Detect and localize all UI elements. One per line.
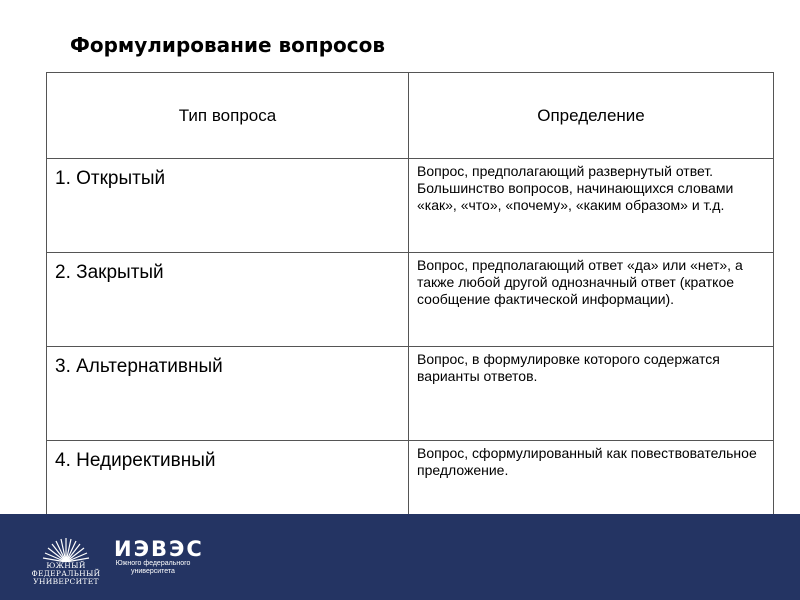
- logo1-line3: УНИВЕРСИТЕТ: [33, 577, 99, 586]
- university-logo: [26, 536, 106, 592]
- footer-bar: [0, 514, 800, 600]
- table-row: [47, 253, 774, 347]
- institute-logo: [114, 538, 204, 576]
- institute-name: ИЭВЭС: [114, 537, 204, 561]
- logo2-sub-line2: университета: [131, 568, 175, 575]
- logo2-sub-line1: Южного федерального: [115, 560, 191, 567]
- definition-cell: Вопрос, в формулировке которого содержатся варианты ответов.: [409, 347, 774, 441]
- question-type-cell: 3. Альтернативный: [47, 347, 409, 441]
- logo1-line1: ЮЖНЫЙ: [46, 561, 86, 570]
- sunburst-logo-icon: [36, 536, 96, 562]
- question-type-cell: 1. Открытый: [47, 159, 409, 253]
- definition-cell: Вопрос, предполагающий развернутый ответ. Большинство вопросов, начинающихся словами «как», «что», «почему», «каким образом» и т.д.: [409, 159, 774, 253]
- question-types-table: [46, 72, 774, 535]
- slide-title: Формулирование вопросов: [70, 33, 386, 57]
- university-logo-text: [26, 562, 106, 586]
- logo1-line2: ФЕДЕРАЛЬНЫЙ: [31, 569, 101, 578]
- table-header-row: [47, 73, 774, 159]
- institute-sub-text: [114, 560, 192, 576]
- definition-cell: Вопрос, предполагающий ответ «да» или «нет», а также любой другой однозначный ответ (краткое сообщение фактической информации).: [409, 253, 774, 347]
- question-type-cell: 4. Недирективный: [47, 441, 409, 535]
- table-row: [47, 347, 774, 441]
- table-row: [47, 159, 774, 253]
- question-type-cell: 2. Закрытый: [47, 253, 409, 347]
- header-question-type: Тип вопроса: [47, 73, 409, 159]
- definition-cell: Вопрос, сформулированный как повествовательное предложение.: [409, 441, 774, 535]
- header-definition: Определение: [409, 73, 774, 159]
